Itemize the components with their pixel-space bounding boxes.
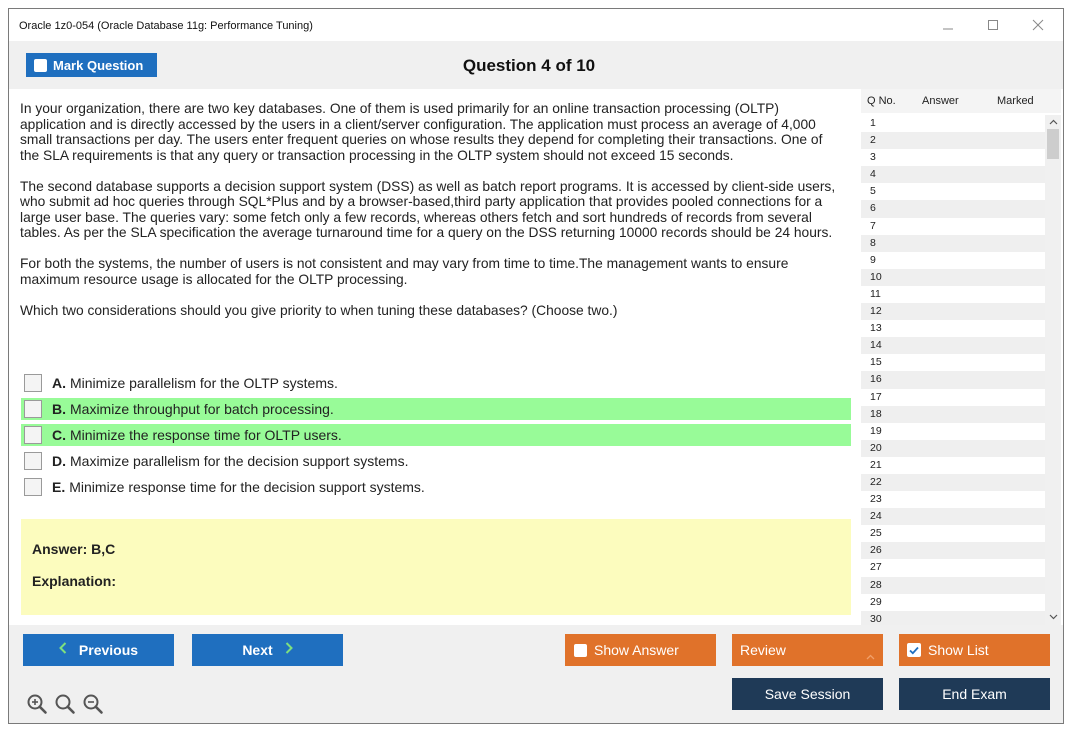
option-letter: A. <box>52 375 66 391</box>
question-paragraph: The second database supports a decision support system (DSS) as well as batch report programs. It is accessed by client-side users, who submit ad hoc queries through SQL*Plus and by a browser-based,third party application that provides pooled connections for a large user base. The queries vary: some fetch only a few records, whereas others fetch and sort hundreds of records from several tables. As per the SLA specification the average turnaround time for a query on the DSS returning 10000 records should be 24 hours. <box>20 178 836 240</box>
option-text: Maximize throughput for batch processing. <box>70 401 334 417</box>
question-prompt: Which two considerations should you give priority to when tuning these databases? (Choose two.) <box>20 302 618 318</box>
mark-question-label: Mark Question <box>53 57 144 73</box>
maximize-icon[interactable] <box>980 15 1006 35</box>
option-text: Maximize parallelism for the decision support systems. <box>70 453 409 469</box>
end-exam-button[interactable] <box>899 678 1050 710</box>
option-a[interactable] <box>21 372 851 394</box>
review-dropdown[interactable] <box>732 634 883 666</box>
next-button[interactable] <box>192 634 343 666</box>
question-paragraph: For both the systems, the number of users is not consistent and may vary from time to time.The management wants to ensure maximum resource usage is allocated for the OLTP processing. <box>20 256 789 287</box>
question-list-row[interactable] <box>861 303 1045 320</box>
question-list-row[interactable] <box>861 371 1045 388</box>
question-number: 25 <box>870 527 882 540</box>
question-list-row[interactable] <box>861 286 1045 303</box>
show-answer-label: Show Answer <box>594 642 679 658</box>
question-list-row[interactable] <box>861 166 1045 183</box>
option-checkbox[interactable] <box>24 478 42 496</box>
question-list-row[interactable] <box>861 132 1045 149</box>
option-checkbox[interactable] <box>24 400 42 418</box>
option-checkbox[interactable] <box>24 452 42 470</box>
show-answer-button[interactable] <box>565 634 716 666</box>
save-session-label: Save Session <box>764 686 851 702</box>
question-number: 27 <box>870 561 882 574</box>
question-list-row[interactable] <box>861 474 1045 491</box>
footer-bar <box>9 625 1063 724</box>
question-number: 10 <box>870 270 882 283</box>
answer-options <box>21 372 851 502</box>
question-list-row[interactable] <box>861 423 1045 440</box>
question-number: 20 <box>870 441 882 454</box>
question-list-row[interactable] <box>861 320 1045 337</box>
question-list-row[interactable] <box>861 440 1045 457</box>
question-list-row[interactable] <box>861 269 1045 286</box>
zoom-reset-icon[interactable] <box>54 693 76 715</box>
question-number: 9 <box>870 253 876 266</box>
question-number: 14 <box>870 339 882 352</box>
question-list-row[interactable] <box>861 149 1045 166</box>
question-list-scrollbar[interactable] <box>1045 115 1061 625</box>
question-list-row[interactable] <box>861 594 1045 611</box>
question-list-row[interactable] <box>861 542 1045 559</box>
question-list-row[interactable] <box>861 252 1045 269</box>
question-list <box>861 89 1061 625</box>
chevron-up-icon <box>866 647 875 663</box>
option-b[interactable] <box>21 398 851 420</box>
option-text: Minimize parallelism for the OLTP systems. <box>70 375 338 391</box>
question-list-row[interactable] <box>861 200 1045 217</box>
question-title: Question 4 of 10 <box>462 56 596 75</box>
question-number: 19 <box>870 424 882 437</box>
question-number: 24 <box>870 510 882 523</box>
question-list-row[interactable] <box>861 457 1045 474</box>
option-letter: D. <box>52 453 66 469</box>
zoom-in-icon[interactable] <box>26 693 48 715</box>
question-number: 5 <box>870 185 876 198</box>
checkbox-icon <box>574 644 587 657</box>
answer-text: Answer: B,C <box>32 541 116 557</box>
question-list-row[interactable] <box>861 354 1045 371</box>
marked-column-header: Marked <box>997 95 1034 107</box>
question-number: 29 <box>870 595 882 608</box>
title-bar <box>9 9 1063 41</box>
show-list-button[interactable] <box>899 634 1050 666</box>
question-number: 16 <box>870 373 882 386</box>
next-label: Next <box>242 642 273 658</box>
question-number: 3 <box>870 151 876 164</box>
question-number: 21 <box>870 458 882 471</box>
scrollbar-thumb[interactable] <box>1047 129 1059 159</box>
window-title: Oracle 1z0-054 (Oracle Database 11g: Performance Tuning) <box>19 20 313 32</box>
save-session-button[interactable] <box>732 678 883 710</box>
close-icon[interactable] <box>1025 15 1051 35</box>
show-list-label: Show List <box>928 642 989 658</box>
question-number: 1 <box>870 117 876 129</box>
question-number: 30 <box>870 612 882 625</box>
option-text: Minimize response time for the decision support systems. <box>69 479 425 495</box>
app-window <box>8 8 1064 724</box>
question-text <box>20 101 845 334</box>
option-text: Minimize the response time for OLTP users. <box>70 427 342 443</box>
question-header <box>9 41 1063 89</box>
question-list-row[interactable] <box>861 218 1045 235</box>
answer-column-header: Answer <box>922 95 959 107</box>
question-list-row[interactable] <box>861 559 1045 576</box>
previous-button[interactable] <box>23 634 174 666</box>
question-number: 15 <box>870 356 882 369</box>
chevron-left-icon <box>59 641 67 659</box>
chevron-right-icon <box>285 641 293 659</box>
question-list-row[interactable] <box>861 183 1045 200</box>
option-checkbox[interactable] <box>24 426 42 444</box>
question-list-row[interactable] <box>861 491 1045 508</box>
question-number: 17 <box>870 390 882 403</box>
question-list-rows <box>861 115 1045 628</box>
question-number: 11 <box>870 287 881 300</box>
question-number: 8 <box>870 236 876 249</box>
question-number: 18 <box>870 407 882 420</box>
checked-checkbox-icon <box>907 643 921 657</box>
end-exam-label: End Exam <box>942 686 1007 702</box>
option-letter: E. <box>52 479 66 495</box>
question-number: 28 <box>870 578 882 591</box>
question-number: 23 <box>870 493 882 506</box>
explanation-label: Explanation: <box>32 573 117 589</box>
question-list-row[interactable] <box>861 115 1045 132</box>
question-list-row[interactable] <box>861 406 1045 423</box>
review-label: Review <box>740 642 786 658</box>
option-d[interactable] <box>21 450 851 472</box>
question-content <box>9 89 860 625</box>
option-e[interactable] <box>21 476 851 498</box>
question-number: 2 <box>870 134 876 147</box>
question-number: 26 <box>870 544 882 557</box>
option-c[interactable] <box>21 424 851 446</box>
option-letter: B. <box>52 401 66 417</box>
question-number: 12 <box>870 305 882 318</box>
scroll-down-icon[interactable] <box>1045 612 1061 622</box>
qno-column-header: Q No. <box>867 95 896 107</box>
question-number: 4 <box>870 168 876 181</box>
option-checkbox[interactable] <box>24 374 42 392</box>
zoom-out-icon[interactable] <box>82 693 104 715</box>
question-list-row[interactable] <box>861 389 1045 406</box>
question-list-row[interactable] <box>861 235 1045 252</box>
question-list-row[interactable] <box>861 525 1045 542</box>
minimize-icon[interactable] <box>935 15 961 35</box>
question-number: 22 <box>870 475 882 488</box>
question-number: 7 <box>870 219 876 232</box>
question-list-row[interactable] <box>861 508 1045 525</box>
question-paragraph: In your organization, there are two key databases. One of them is used primarily for an online transaction processing (OLTP) application and is directly accessed by the users in a client/server configuration. The application must process an average of 4,000 small transactions per day. The users enter frequent queries on whose results they depend for completing their transactions. One of the SLA requirements is that any query or transaction processing in the OLTP system should not exceed 15 seconds. <box>20 101 823 163</box>
question-number: 6 <box>870 202 876 215</box>
option-letter: C. <box>52 427 66 443</box>
previous-label: Previous <box>78 642 139 658</box>
scroll-up-icon[interactable] <box>1045 117 1061 127</box>
question-list-row[interactable] <box>861 577 1045 594</box>
question-number: 13 <box>870 322 882 335</box>
question-list-header <box>861 89 1061 113</box>
question-list-row[interactable] <box>861 337 1045 354</box>
answer-panel <box>21 519 851 615</box>
